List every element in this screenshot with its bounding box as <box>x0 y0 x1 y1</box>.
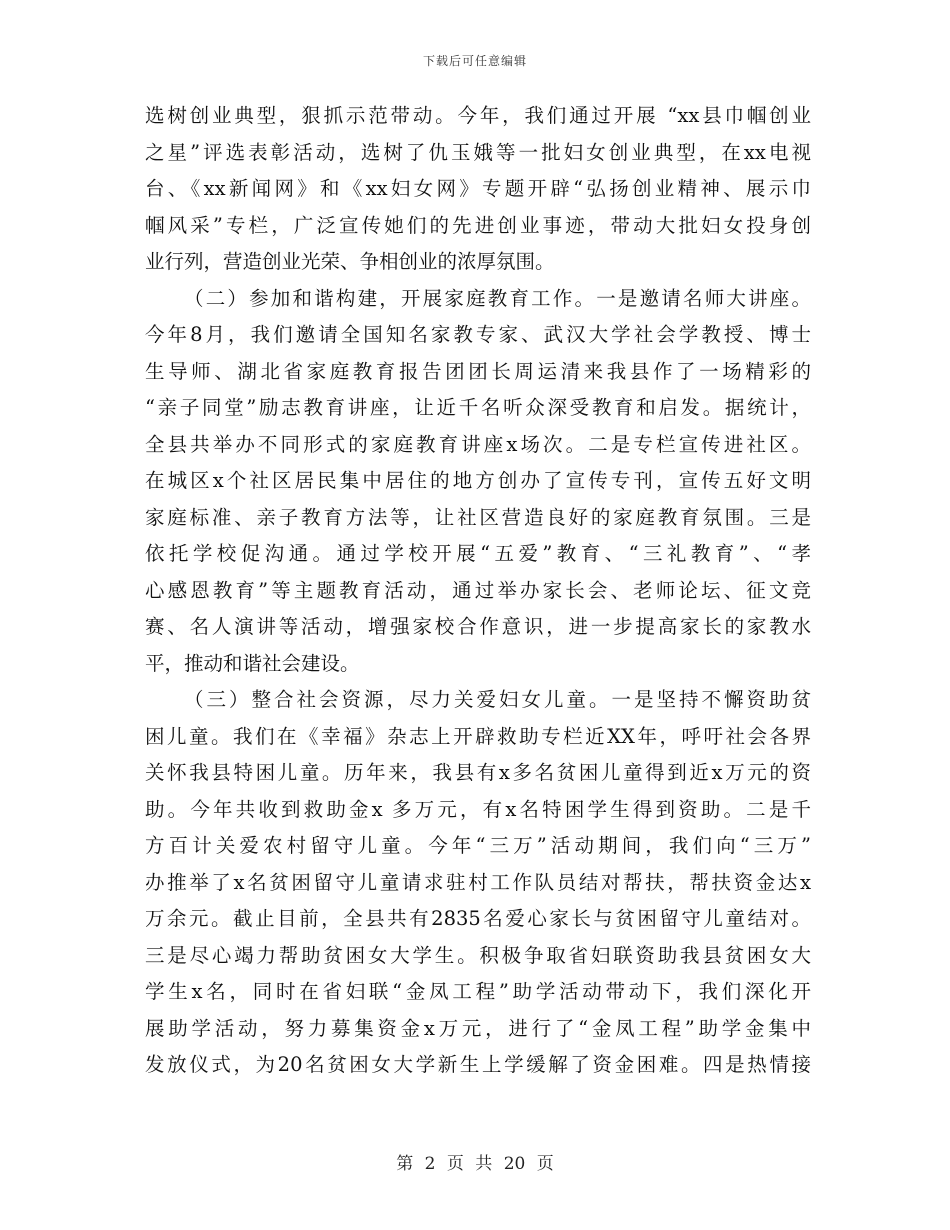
text-line: 三是尽心竭力帮助贫困女大学生。积极争取省妇联资助我县贫困女大 <box>145 943 811 967</box>
text-line: 台、《xx新闻网》和《xx妇女网》专题开辟“弘扬创业精神、展示巾 <box>145 177 811 200</box>
text-line: 万余元。截止目前，全县共有2835名爱心家长与贫困留守儿童结对。 <box>145 907 811 930</box>
text-line: 业行列，营造创业光荣、争相创业的浓厚氛围。 <box>145 250 555 273</box>
section-heading-line: （三）整合社会资源，尽力关爱妇女儿童。一是坚持不懈资助贫 <box>184 688 811 711</box>
text-line: 帼风采”专栏，广泛宣传她们的先进创业事迹，带动大批妇女投身创 <box>145 213 811 237</box>
page-header-note: 下载后可任意编辑 <box>422 54 527 68</box>
text-line: 展助学活动，努力募集资金x万元，进行了“金凤工程”助学金集中 <box>145 1016 811 1040</box>
text-line: “亲子同堂”励志教育讲座，让近千名听众深受教育和启发。据统计， <box>145 396 811 419</box>
text-line: 发放仪式，为20名贫困女大学新生上学缓解了资金困难。四是热情接 <box>145 1053 811 1076</box>
text-line: 赛、名人演讲等活动，增强家校合作意识，进一步提高家长的家教水 <box>145 615 811 638</box>
section-heading-line: （二）参加和谐构建，开展家庭教育工作。一是邀请名师大讲座。 <box>184 286 811 310</box>
text-line: 选树创业典型，狠抓示范带动。今年，我们通过开展 “xx县巾帼创业 <box>145 104 811 127</box>
text-line: 之星”评选表彰活动，选树了仇玉娥等一批妇女创业典型，在xx电视 <box>145 140 811 164</box>
text-line: 心感恩教育”等主题教育活动，通过举办家长会、老师论坛、征文竞 <box>145 578 811 602</box>
page-number: 第 2 页 共 20 页 <box>396 1154 554 1174</box>
document-body <box>145 98 811 1084</box>
text-line: 今年8月，我们邀请全国知名家教专家、武汉大学社会学教授、博士 <box>145 323 811 346</box>
text-line: 全县共举办不同形式的家庭教育讲座x场次。二是专栏宣传进社区。 <box>145 432 811 456</box>
text-line: 生导师、湖北省家庭教育报告团团长周运清来我县作了一场精彩的 <box>145 359 811 383</box>
text-line: 助。今年共收到救助金x 多万元，有x名特困学生得到资助。二是千 <box>145 797 811 821</box>
text-line: 在城区x个社区居民集中居住的地方创办了宣传专刊，宣传五好文明 <box>145 469 811 492</box>
text-line: 方百计关爱农村留守儿童。今年“三万”活动期间，我们向“三万” <box>145 834 811 857</box>
text-line: 依托学校促沟通。通过学校开展“五爱”教育、“三礼教育”、“孝 <box>145 542 811 565</box>
text-line: 办推举了x名贫困留守儿童请求驻村工作队员结对帮扶，帮扶资金达x <box>145 870 811 894</box>
text-line: 关怀我县特困儿童。历年来，我县有x多名贫困儿童得到近x万元的资 <box>145 761 811 784</box>
text-line: 平，推动和谐社会建设。 <box>145 651 360 675</box>
text-line: 学生x名，同时在省妇联“金凤工程”助学活动带动下，我们深化开 <box>145 980 811 1003</box>
text-line: 困儿童。我们在《幸福》杂志上开辟救助专栏近XX年，呼吁社会各界 <box>145 724 811 748</box>
text-line: 家庭标准、亲子教育方法等，让社区营造良好的家庭教育氛围。三是 <box>145 505 811 529</box>
